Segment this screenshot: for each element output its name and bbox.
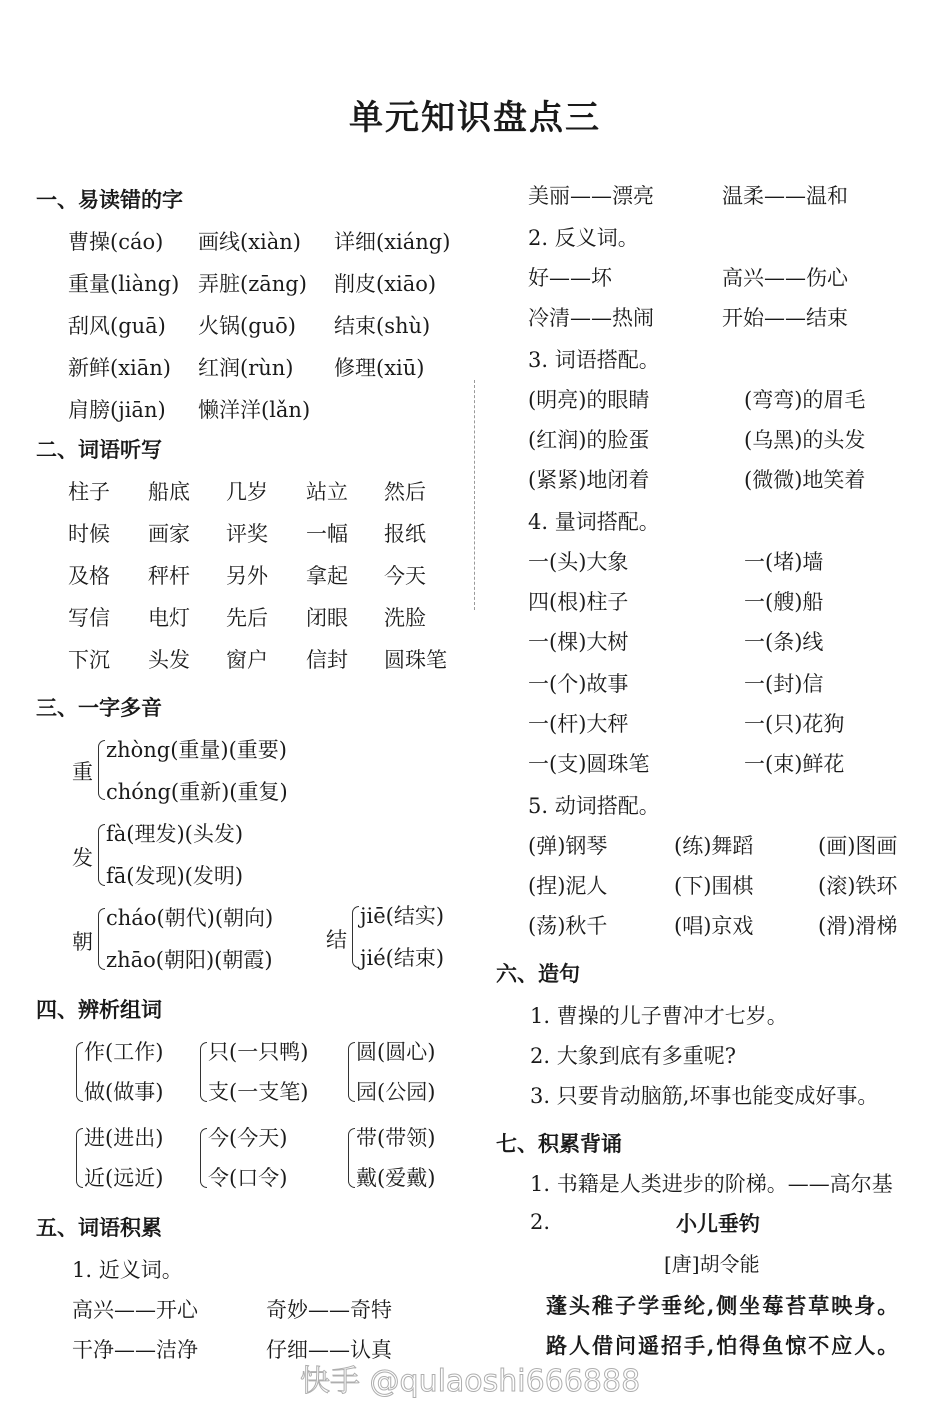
brace — [200, 1042, 207, 1102]
quote-line: 1. 书籍是人类进步的阶梯。——高尔基 — [530, 1172, 893, 1196]
antonym-pair: 冷清——热闹 — [528, 306, 654, 330]
s1-word: 新鲜(xiān) — [68, 356, 171, 380]
dictation-word: 下沉 — [68, 648, 110, 672]
dictation-word: 拿起 — [306, 564, 348, 588]
section-heading-6: 六、造句 — [496, 962, 580, 986]
word-pair: 带(带领) — [356, 1126, 436, 1150]
collocation: (明亮)的眼睛 — [528, 388, 650, 412]
dictation-word: 窗户 — [226, 648, 268, 672]
s1-word: 火锅(guō) — [198, 314, 296, 338]
word-pair: 只(一只鸭) — [208, 1040, 309, 1064]
collocation: (红润)的脸蛋 — [528, 428, 650, 452]
brace — [352, 906, 359, 968]
brace — [98, 740, 105, 800]
dictation-word: 闭眼 — [306, 606, 348, 630]
synonym-pair: 奇妙——奇特 — [266, 1298, 392, 1322]
polyphone-reading: fà(理发)(头发) — [106, 822, 244, 846]
word-pair: 园(公园) — [356, 1080, 436, 1104]
watermark: 快手 @qulaoshi666888 — [300, 1364, 641, 1399]
measure-word: 一(头)大象 — [528, 550, 629, 574]
synonym-pair: 干净——洁净 — [72, 1338, 198, 1362]
measure-word: 一(堵)墙 — [744, 550, 824, 574]
verb-pair: (滚)铁环 — [818, 874, 898, 898]
verb-pair: (唱)京戏 — [674, 914, 754, 938]
antonym-pair: 开始——结束 — [722, 306, 848, 330]
subheading: 2. 反义词。 — [528, 226, 639, 250]
dictation-word: 时候 — [68, 522, 110, 546]
dictation-word: 一幅 — [306, 522, 348, 546]
word-pair: 进(进出) — [84, 1126, 164, 1150]
synonym-pair: 仔细——认真 — [266, 1338, 392, 1362]
polyphone-reading: zhāo(朝阳)(朝霞) — [106, 948, 273, 972]
word-pair: 今(今天) — [208, 1126, 288, 1150]
dictation-word: 头发 — [148, 648, 190, 672]
measure-word: 一(艘)船 — [744, 590, 824, 614]
collocation: (弯弯)的眉毛 — [744, 388, 866, 412]
verb-pair: (荡)秋千 — [528, 914, 608, 938]
measure-word: 一(条)线 — [744, 630, 824, 654]
synonym-pair: 温柔——温和 — [722, 184, 848, 208]
verb-pair: (滑)滑梯 — [818, 914, 898, 938]
subheading: 4. 量词搭配。 — [528, 510, 660, 534]
measure-word: 一(支)圆珠笔 — [528, 752, 650, 776]
s1-word: 肩膀(jiān) — [68, 398, 166, 422]
s1-word: 修理(xiū) — [334, 356, 425, 380]
word-pair: 圆(圆心) — [356, 1040, 436, 1064]
dictation-word: 另外 — [226, 564, 268, 588]
antonym-pair: 好——坏 — [528, 266, 612, 290]
polyphone-reading: jié(结束) — [360, 946, 445, 970]
measure-word: 一(杆)大秤 — [528, 712, 629, 736]
s1-word: 重量(liàng) — [68, 272, 180, 296]
collocation: (紧紧)地闭着 — [528, 468, 650, 492]
polyphone-reading: jiē(结实) — [360, 904, 445, 928]
s1-word: 削皮(xiāo) — [334, 272, 437, 296]
dictation-word: 然后 — [384, 480, 426, 504]
word-pair: 戴(爱戴) — [356, 1166, 436, 1190]
dictation-word: 洗脸 — [384, 606, 426, 630]
measure-word: 一(封)信 — [744, 672, 824, 696]
polyphone-char: 朝 — [72, 930, 93, 954]
column-divider — [474, 380, 475, 610]
s1-word: 详细(xiáng) — [334, 230, 451, 254]
dictation-word: 站立 — [306, 480, 348, 504]
brace — [98, 824, 105, 886]
dictation-word: 及格 — [68, 564, 110, 588]
polyphone-reading: fā(发现)(发明) — [106, 864, 244, 888]
brace — [98, 908, 105, 970]
brace — [348, 1042, 355, 1102]
collocation: (微微)地笑着 — [744, 468, 866, 492]
verb-pair: (捏)泥人 — [528, 874, 608, 898]
synonym-pair: 高兴——开心 — [72, 1298, 198, 1322]
word-pair: 近(远近) — [84, 1166, 164, 1190]
dictation-word: 画家 — [148, 522, 190, 546]
synonym-pair: 美丽——漂亮 — [528, 184, 654, 208]
polyphone-reading: cháo(朝代)(朝向) — [106, 906, 274, 930]
s1-word: 懒洋洋(lǎn) — [198, 398, 311, 422]
dictation-word: 几岁 — [226, 480, 268, 504]
brace — [76, 1042, 83, 1102]
collocation: (乌黑)的头发 — [744, 428, 866, 452]
s1-word: 红润(rùn) — [198, 356, 294, 380]
s1-word: 曹操(cáo) — [68, 230, 164, 254]
sentence: 3. 只要肯动脑筋,坏事也能变成好事。 — [530, 1084, 879, 1108]
polyphone-char: 发 — [72, 846, 93, 870]
dictation-word: 船底 — [148, 480, 190, 504]
poem-title: 小儿垂钓 — [676, 1212, 760, 1236]
verb-pair: (下)围棋 — [674, 874, 754, 898]
subheading: 3. 词语搭配。 — [528, 348, 660, 372]
word-pair: 做(做事) — [84, 1080, 164, 1104]
verb-pair: (练)舞蹈 — [674, 834, 754, 858]
polyphone-reading: chóng(重新)(重复) — [106, 780, 288, 804]
subheading: 1. 近义词。 — [72, 1258, 183, 1282]
measure-word: 一(只)花狗 — [744, 712, 845, 736]
s1-word: 弄脏(zāng) — [198, 272, 307, 296]
dictation-word: 圆珠笔 — [384, 648, 447, 672]
verb-pair: (弹)钢琴 — [528, 834, 608, 858]
polyphone-char: 结 — [326, 928, 347, 952]
dictation-word: 评奖 — [226, 522, 268, 546]
verb-pair: (画)图画 — [818, 834, 898, 858]
dictation-word: 柱子 — [68, 480, 110, 504]
s1-word: 刮风(guā) — [68, 314, 166, 338]
s1-word: 结束(shù) — [334, 314, 431, 338]
polyphone-char: 重 — [72, 760, 93, 784]
measure-word: 一(个)故事 — [528, 672, 629, 696]
subheading: 5. 动词搭配。 — [528, 794, 660, 818]
word-pair: 支(一支笔) — [208, 1080, 309, 1104]
measure-word: 一(棵)大树 — [528, 630, 629, 654]
brace — [200, 1128, 207, 1188]
word-pair: 令(口令) — [208, 1166, 288, 1190]
measure-word: 四(根)柱子 — [528, 590, 629, 614]
dictation-word: 秤杆 — [148, 564, 190, 588]
brace — [348, 1128, 355, 1188]
section-heading-7: 七、积累背诵 — [496, 1132, 622, 1156]
sentence: 2. 大象到底有多重呢? — [530, 1044, 736, 1068]
antonym-pair: 高兴——伤心 — [722, 266, 848, 290]
section-heading-3: 三、一字多音 — [36, 696, 162, 720]
dictation-word: 先后 — [226, 606, 268, 630]
page-title: 单元知识盘点三 — [349, 98, 601, 138]
measure-word: 一(束)鲜花 — [744, 752, 845, 776]
poem-line: 蓬头稚子学垂纶,侧坐莓苔草映身。 — [546, 1293, 901, 1318]
brace — [76, 1128, 83, 1188]
section-heading-4: 四、辨析组词 — [36, 998, 162, 1022]
polyphone-reading: zhòng(重量)(重要) — [106, 738, 287, 762]
word-pair: 作(工作) — [84, 1040, 164, 1064]
poem-author: [唐]胡令能 — [664, 1252, 760, 1276]
dictation-word: 报纸 — [384, 522, 426, 546]
dictation-word: 电灯 — [148, 606, 190, 630]
section-heading-2: 二、词语听写 — [36, 438, 162, 462]
s1-word: 画线(xiàn) — [198, 230, 301, 254]
dictation-word: 写信 — [68, 606, 110, 630]
section-heading-1: 一、易读错的字 — [36, 188, 183, 212]
dictation-word: 信封 — [306, 648, 348, 672]
poem-number: 2. — [530, 1210, 551, 1234]
section-heading-5: 五、词语积累 — [36, 1216, 162, 1240]
dictation-word: 今天 — [384, 564, 426, 588]
poem-line: 路人借问遥招手,怕得鱼惊不应人。 — [546, 1333, 901, 1358]
sentence: 1. 曹操的儿子曹冲才七岁。 — [530, 1004, 788, 1028]
